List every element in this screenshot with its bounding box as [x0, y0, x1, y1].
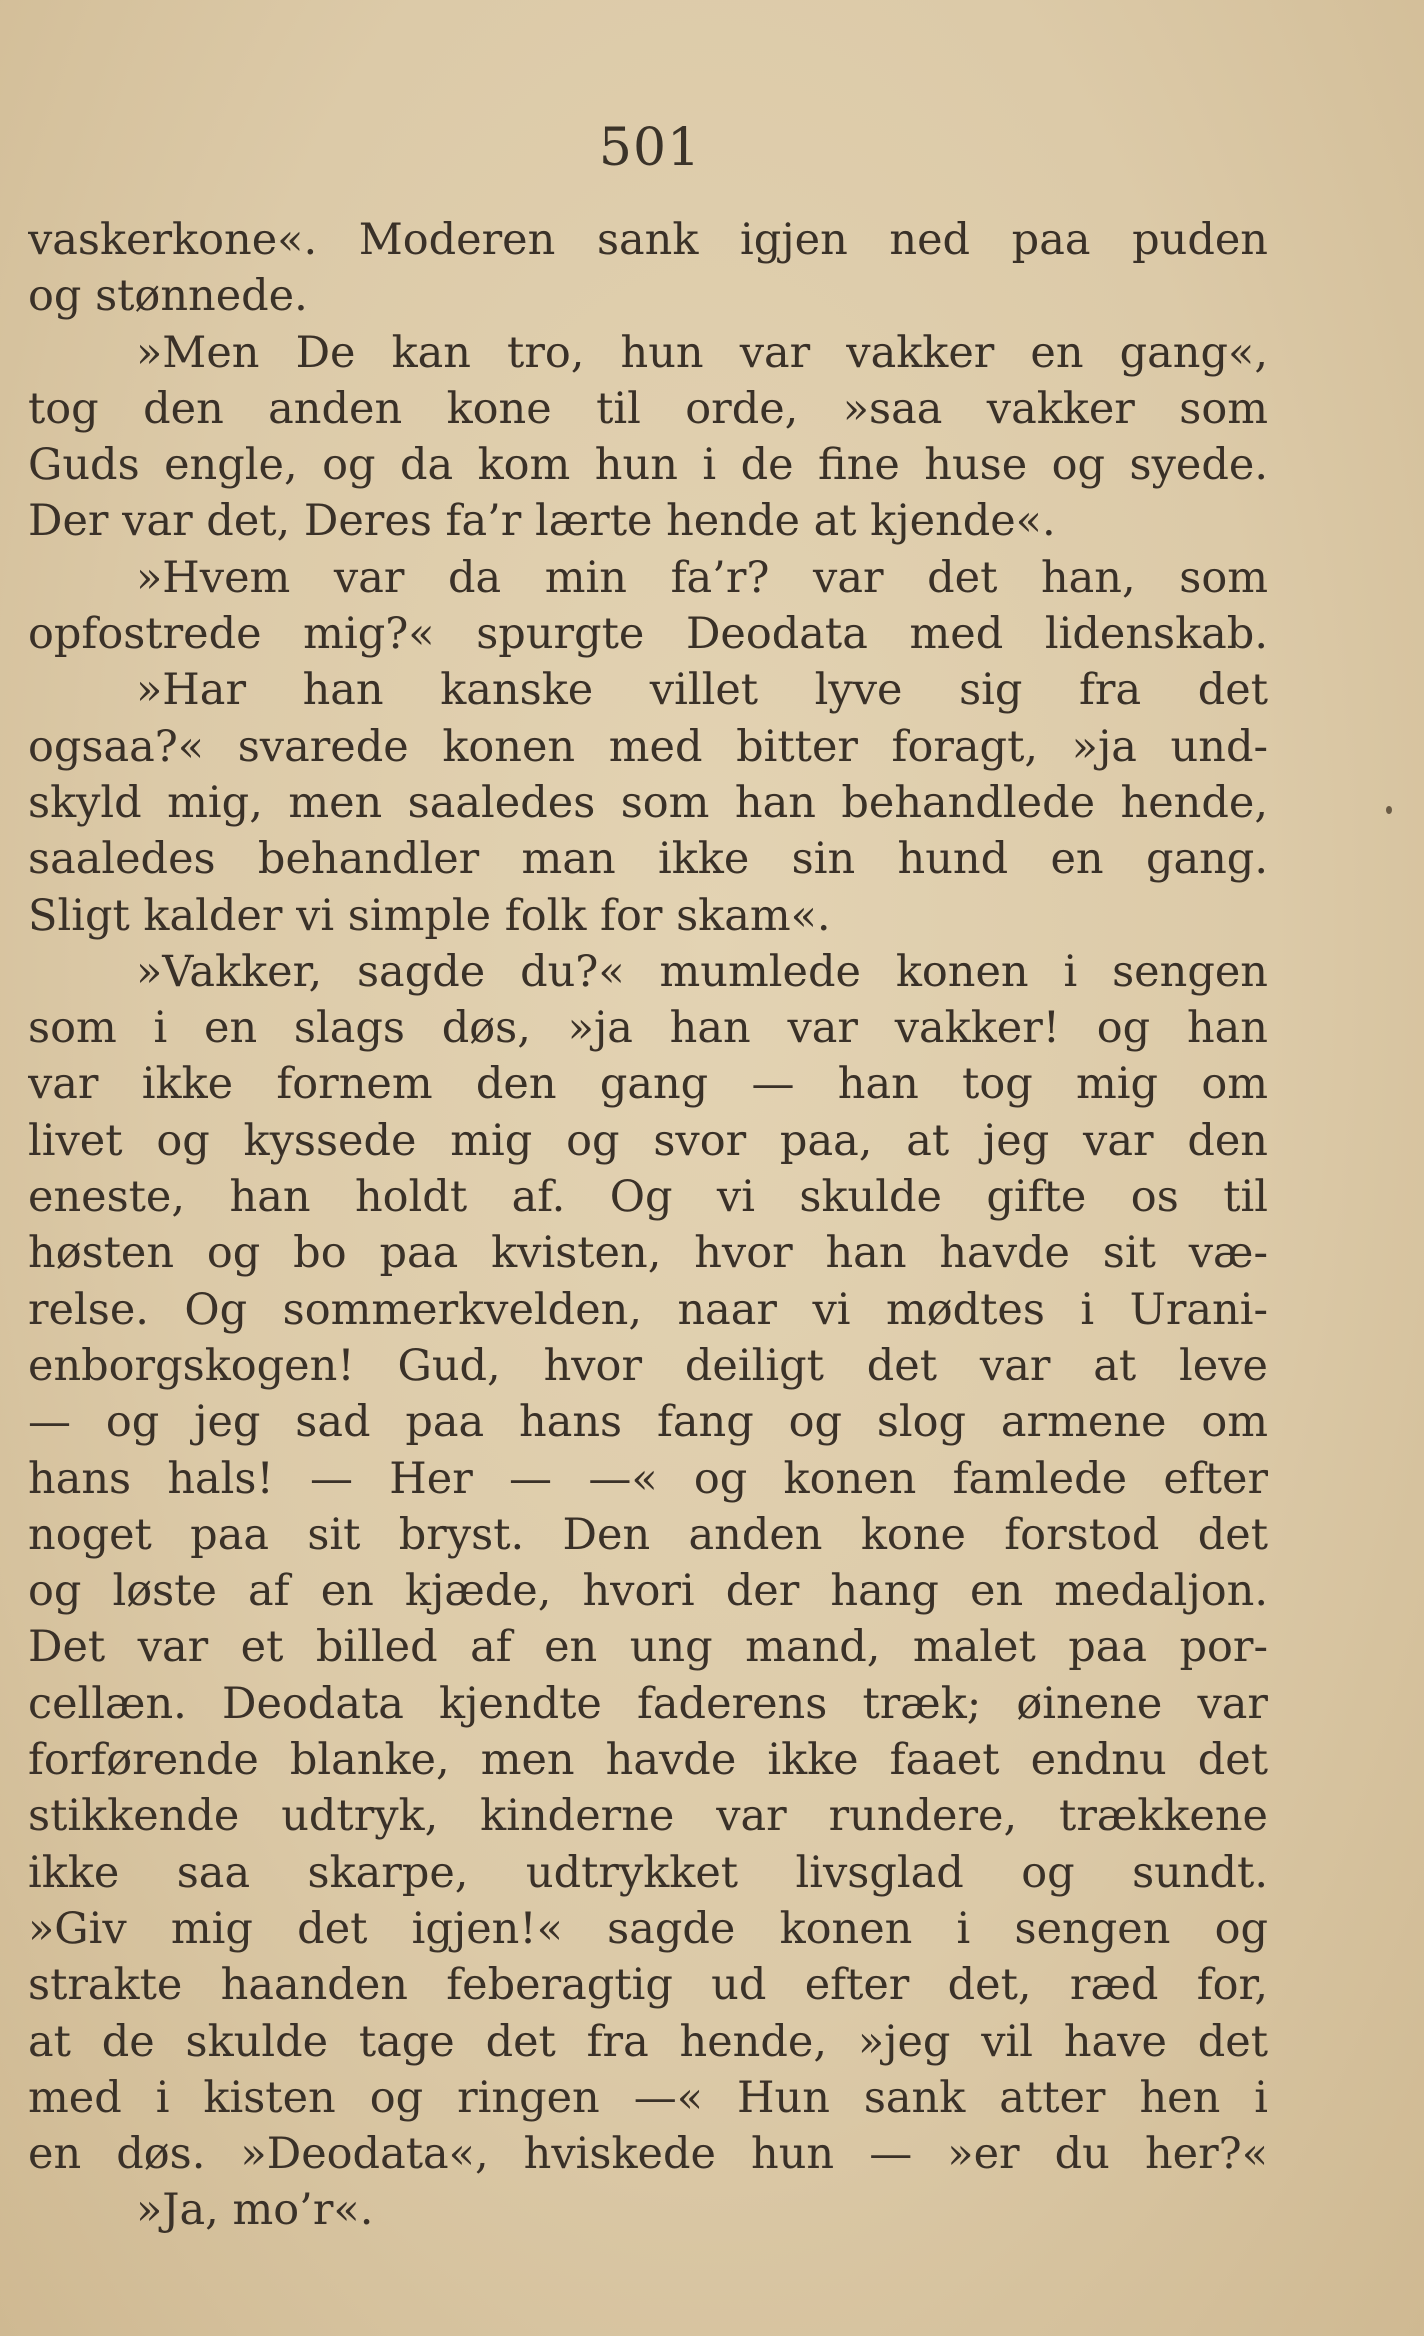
text-line: forførende blanke, men havde ikke faaet endnu det — [28, 1735, 1268, 1786]
text-line: »Hvem var da min fa’r? var det han, som — [136, 552, 1268, 603]
text-line: Guds engle, og da kom hun i de fine huse og syede. — [28, 440, 1268, 491]
text-line: Det var et billed af en ung mand, malet paa por- — [28, 1622, 1268, 1673]
text-line: og stønnede. — [28, 271, 308, 322]
text-line: med i kisten og ringen —« Hun sank atter hen i — [28, 2072, 1268, 2123]
page-number: 501 — [598, 118, 702, 178]
text-line: — og jeg sad paa hans fang og slog armene om — [28, 1397, 1268, 1448]
text-line: »Har han kanske villet lyve sig fra det — [136, 665, 1268, 716]
text-line: relse. Og sommerkvelden, naar vi mødtes i Urani- — [28, 1284, 1268, 1335]
text-line: »Ja, mo’r«. — [136, 2185, 374, 2236]
text-line: »Giv mig det igjen!« sagde konen i sengen og — [28, 1903, 1268, 1954]
text-line: skyld mig, men saaledes som han behandlede hende, — [28, 777, 1268, 828]
text-line: ogsaa?« svarede konen med bitter foragt, »ja und- — [28, 721, 1268, 772]
text-line: og løste af en kjæde, hvori der hang en medaljon. — [28, 1566, 1268, 1617]
text-line: var ikke fornem den gang — han tog mig om — [28, 1059, 1268, 1110]
text-line: »Men De kan tro, hun var vakker en gang«, — [136, 327, 1268, 378]
text-line: Der var det, Deres fa’r lærte hende at kjende«. — [28, 496, 1056, 547]
text-line: strakte haanden feberagtig ud efter det, ræd for, — [28, 1960, 1268, 2011]
text-line: stikkende udtryk, kinderne var rundere, trækkene — [28, 1791, 1268, 1842]
text-line: en døs. »Deodata«, hviskede hun — »er du her?« — [28, 2129, 1268, 2180]
paper-speck — [1386, 806, 1392, 814]
text-line: tog den anden kone til orde, »saa vakker som — [28, 383, 1268, 434]
text-line: opfostrede mig?« spurgte Deodata med lidenskab. — [28, 609, 1268, 660]
text-line: livet og kyssede mig og svor paa, at jeg var den — [28, 1115, 1268, 1166]
text-line: saaledes behandler man ikke sin hund en gang. — [28, 834, 1268, 885]
text-line: »Vakker, sagde du?« mumlede konen i sengen — [136, 946, 1268, 997]
text-line: Sligt kalder vi simple folk for skam«. — [28, 890, 831, 941]
text-line: vaskerkone«. Moderen sank igjen ned paa puden — [28, 215, 1268, 265]
text-line: at de skulde tage det fra hende, »jeg vil have det — [28, 2016, 1268, 2067]
text-line: eneste, han holdt af. Og vi skulde gifte os til — [28, 1172, 1268, 1223]
text-line: høsten og bo paa kvisten, hvor han havde sit væ- — [28, 1228, 1268, 1279]
text-line: som i en slags døs, »ja han var vakker! og han — [28, 1003, 1268, 1054]
text-line: enborgskogen! Gud, hvor deiligt det var at leve — [28, 1340, 1268, 1391]
text-line: ikke saa skarpe, udtrykket livsglad og sundt. — [28, 1847, 1268, 1898]
text-line: hans hals! — Her — —« og konen famlede efter — [28, 1453, 1268, 1504]
text-line: noget paa sit bryst. Den anden kone forstod det — [28, 1509, 1268, 1560]
text-line: cellæn. Deodata kjendte faderens træk; øinene var — [28, 1678, 1268, 1729]
body-text — [28, 212, 1268, 2239]
